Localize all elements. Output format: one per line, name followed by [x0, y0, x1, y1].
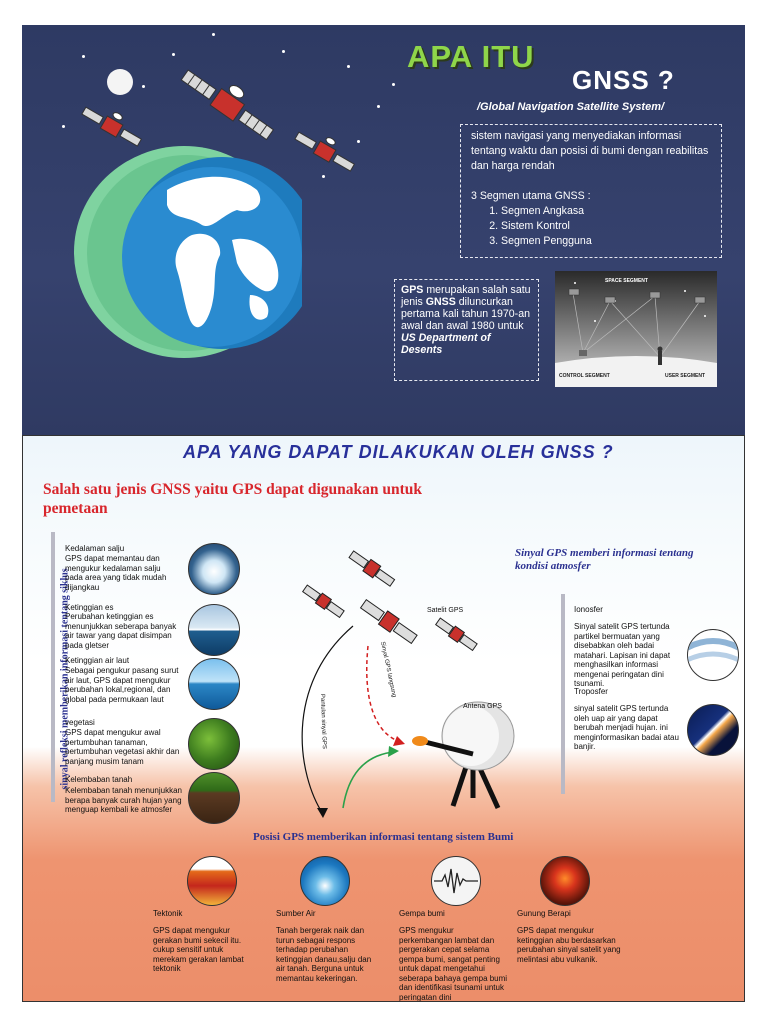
- snow-icon: [188, 543, 240, 595]
- item-text: Kelembaban tanah menunjukkan berapa banyak curah hujan yang menguap kembali ke atmosfer: [65, 786, 182, 814]
- section-title: APA YANG DAPAT DILAKUKAN OLEH GNSS ?: [183, 442, 614, 462]
- item-title: Gempa bumi: [399, 909, 445, 918]
- volcano-icon: [540, 856, 590, 906]
- segment-diagram: [555, 271, 717, 387]
- item-text: sinyal satelit GPS tertunda oleh uap air yang dapat berubah menjadi hujan. ini menginformasikan badai atau banjir.: [574, 704, 679, 751]
- segments-list: [471, 204, 711, 249]
- segment-item: 3. Segmen Pengguna: [501, 234, 711, 249]
- troposphere-icon: [687, 704, 739, 756]
- item-title: Kedalaman salju: [65, 544, 125, 553]
- gnss-term: GNSS: [425, 296, 456, 308]
- star-icon: [142, 85, 145, 88]
- item-text: GPS mengukur perkembangan lambat dan pergerakan cepat selama gempa bumi, sangat penting untuk dapat mengetahui seberapa bahaya gempa bumi dan identifikasi tsunami untuk peringatan dini: [399, 926, 508, 1002]
- satellite-icon: [435, 616, 479, 652]
- ionosphere-icon: [687, 629, 739, 681]
- gps-info-box: [394, 279, 539, 381]
- item-text: GPS dapat mengukur awal pertumbuhan tanaman, pertumbuhan vegetasi akhir dan panjang musim tanam: [65, 728, 180, 766]
- item-text: GPS dapat memantau dan mengukur kedalaman salju pada area yang tidak mudah dijangkau: [65, 554, 167, 592]
- star-icon: [172, 53, 175, 56]
- agency-name: US Department of Desents: [401, 332, 491, 356]
- vegetation-icon: [188, 718, 240, 770]
- item-text: GPS dapat mengukur gerakan bumi sekecil itu. cukup sensitif untuk merekam gerakan lambat tektonik: [153, 926, 244, 973]
- soil-icon: [188, 772, 240, 824]
- title-gnss: GNSS ?: [572, 65, 675, 95]
- star-icon: [282, 50, 285, 53]
- star-icon: [347, 65, 350, 68]
- satellite-icon: [359, 597, 419, 646]
- item-title: Ketinggian air laut: [65, 656, 130, 665]
- item-title: Sumber Air: [276, 909, 316, 918]
- segment-diagram-graphic: [555, 271, 717, 387]
- atmosphere-title: Sinyal GPS memberi informasi tentang kondisi atmosfer: [515, 547, 694, 572]
- item-text: GPS dapat mengukur ketinggian abu berdasarkan perubahan sinyal satelit yang melintasi abu vulkanik.: [517, 926, 621, 964]
- earth-icon: [72, 145, 302, 360]
- segments-heading: 3 Segmen utama GNSS :: [471, 190, 591, 202]
- tectonic-icon: [187, 856, 237, 906]
- right-divider: [561, 594, 565, 794]
- user-segment-label: USER SEGMENT: [665, 373, 706, 379]
- item-title: Troposfer: [574, 687, 608, 696]
- vertical-label: sinyal refleksi memberikan informasi tentang siklus: [59, 568, 71, 790]
- intro-box: [460, 124, 722, 258]
- space-segment-label: SPACE SEGMENT: [605, 278, 648, 284]
- antenna-label: Antena GPS: [463, 703, 502, 710]
- gps-signal-diagram: [293, 546, 523, 821]
- sea-icon: [188, 658, 240, 710]
- earthquake-icon: [431, 856, 481, 906]
- gps-text-1: merupakan salah satu jenis: [401, 284, 531, 308]
- star-icon: [392, 83, 395, 86]
- item-text: Sinyal satelit GPS tertunda partikel bermuatan yang disebabkan oleh badai matahari. Lapisan ini dapat menghasilkan informasi mengenai peringatan dini tsunami.: [574, 622, 671, 688]
- segment-item: 1. Segmen Angkasa: [501, 204, 711, 219]
- iceberg-icon: [188, 604, 240, 656]
- moon-icon: [107, 69, 133, 95]
- star-icon: [377, 105, 380, 108]
- control-segment-label: CONTROL SEGMENT: [559, 373, 610, 379]
- subtitle: /Global Navigation Satellite System/: [477, 101, 665, 113]
- star-icon: [212, 33, 215, 36]
- item-text: Tanah bergerak naik dan turun sebagai respons terhadap perubahan ketinggian danau,salju dan air tanah. Berguna untuk memantau kekeringan.: [276, 926, 372, 983]
- reflected-signal-label: Pantulan sinyal GPS: [319, 693, 327, 750]
- item-title: Kelembaban tanah: [65, 775, 133, 784]
- top-panel: [22, 25, 745, 435]
- antenna-icon: [412, 702, 514, 808]
- intro-description: sistem navigasi yang menyediakan informasi tentang waktu dan posisi di bumi dengan reabilitas dan harga rendah: [471, 130, 709, 172]
- left-divider: [51, 532, 55, 802]
- mapping-title: Salah satu jenis GNSS yaitu GPS dapat digunakan untuk pemetaan: [43, 481, 423, 517]
- satellite-icon: [290, 128, 360, 178]
- direct-signal-label: Sinyal GPS langsung: [379, 641, 397, 698]
- satellite-icon: [77, 103, 147, 153]
- satellite-label: Satelit GPS: [427, 607, 464, 614]
- star-icon: [62, 125, 65, 128]
- star-icon: [82, 55, 85, 58]
- item-title: Gunung Berapi: [517, 909, 571, 918]
- satellite-icon: [172, 65, 282, 150]
- item-text: Sebagai pengukur pasang surut air laut, GPS dapat mengukur perubahan lokal,regional, dan global pada permukaan laut: [65, 666, 179, 704]
- water-source-icon: [300, 856, 350, 906]
- item-title: Tektonik: [153, 909, 183, 918]
- earth-system-title: Posisi GPS memberikan informasi tentang sistem Bumi: [253, 831, 514, 843]
- item-text: Perubahan ketinggian es menunjukkan seberapa banyak air tawar yang dapat disimpan pada gletser: [65, 612, 177, 650]
- satellite-icon: [302, 583, 346, 619]
- item-title: Ketinggian es: [65, 603, 114, 612]
- gps-term: GPS: [401, 284, 424, 296]
- item-title: vegetasi: [65, 718, 95, 727]
- bottom-panel: [22, 435, 745, 1002]
- gps-text-2: diluncurkan pertama kali tahun 1970-an awal dan awal 1980 untuk: [401, 296, 530, 332]
- title-apa-itu: APA ITU: [407, 39, 535, 74]
- segment-item: 2. Sistem Kontrol: [501, 219, 711, 234]
- item-title: Ionosfer: [574, 605, 603, 614]
- satellite-icon: [347, 549, 396, 589]
